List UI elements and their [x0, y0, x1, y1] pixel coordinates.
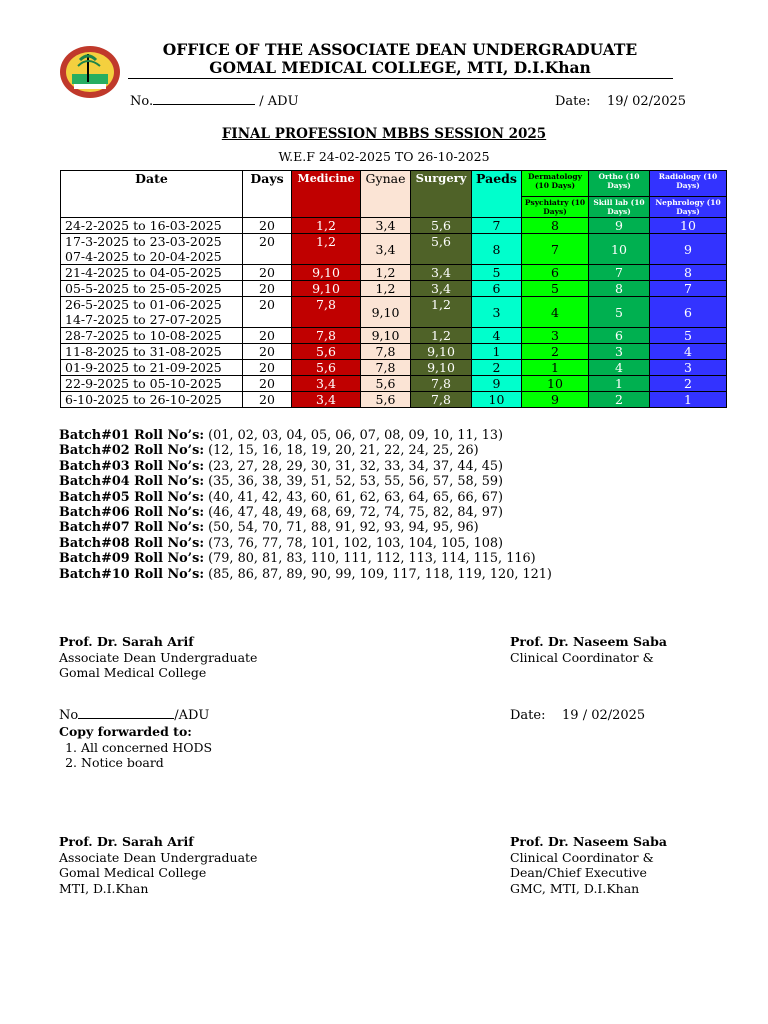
- gynae-batches: 5,6: [361, 392, 411, 408]
- copy-recipient: 1. All concerned HODS: [81, 740, 212, 756]
- rotation-days: 20: [243, 265, 292, 281]
- rotation-days: 20: [243, 392, 292, 408]
- header-paeds: Paeds: [472, 171, 522, 218]
- date-range: 26-5-2025 to 01-06-2025: [65, 297, 222, 312]
- paeds-batches: 8: [472, 234, 522, 265]
- batch-roll-numbers: (40, 41, 42, 43, 60, 61, 62, 63, 64, 65, 66, 67): [208, 489, 504, 505]
- rotation-days: 20: [243, 234, 292, 265]
- paeds-batches: 5: [472, 265, 522, 281]
- effective-dates: W.E.F 24-02-2025 TO 26-10-2025: [278, 149, 490, 164]
- dermatology-batch: 1: [522, 360, 589, 376]
- header-rule: [128, 78, 673, 79]
- radiology-batch: 9: [650, 234, 727, 265]
- rotation-days: 20: [243, 344, 292, 360]
- header-nephrology: Nephrology (10 Days): [650, 197, 727, 218]
- batch-label: Batch#03 Roll No’s:: [59, 458, 205, 474]
- gynae-batches: 9,10: [361, 297, 411, 328]
- signature-dean-2: [59, 834, 257, 896]
- batch-roll-numbers: (46, 47, 48, 49, 68, 69, 72, 74, 75, 82, 84, 97): [208, 505, 504, 521]
- ortho-batch: 9: [589, 218, 650, 234]
- medicine-batches: 5,6: [292, 344, 361, 360]
- notice-title: FINAL PROFESSION MBBS SESSION 2025: [221, 126, 547, 142]
- rotation-dates: 01-9-2025 to 21-09-2025: [61, 360, 243, 376]
- medicine-batches: 7,8: [292, 328, 361, 344]
- medicine-batches: 3,4: [292, 392, 361, 408]
- batch-line: [59, 567, 552, 582]
- medicine-batches: 7,8: [292, 297, 361, 328]
- radiology-batch: 2: [650, 376, 727, 392]
- ortho-batch: 8: [589, 281, 650, 297]
- header-gynae: Gynae: [361, 171, 411, 218]
- signatory-name: Prof. Dr. Sarah Arif: [59, 634, 194, 649]
- batch-roll-numbers: (23, 27, 28, 29, 30, 31, 32, 33, 34, 37, 44, 45): [208, 458, 504, 474]
- signature-coordinator-2: [510, 834, 667, 896]
- gynae-batches: 3,4: [361, 234, 411, 265]
- batch-label: Batch#05 Roll No’s:: [59, 489, 205, 505]
- schedule-row: [61, 344, 727, 360]
- batch-line: [59, 428, 552, 443]
- gynae-batches: 7,8: [361, 344, 411, 360]
- surgery-batches: 7,8: [411, 376, 472, 392]
- batch-label: Batch#06 Roll No’s:: [59, 505, 205, 521]
- ref-date-2: Date: 19 / 02/2025: [510, 708, 646, 723]
- dermatology-batch: 4: [522, 297, 589, 328]
- gynae-batches: 9,10: [361, 328, 411, 344]
- batch-label: Batch#01 Roll No’s:: [59, 428, 205, 443]
- batch-label: Batch#10 Roll No’s:: [59, 566, 205, 582]
- header-radiology: Radiology (10 Days): [650, 171, 727, 197]
- dermatology-batch: 6: [522, 265, 589, 281]
- signatory-name: Prof. Dr. Naseem Saba: [510, 634, 667, 649]
- date-range: 07-4-2025 to 20-04-2025: [65, 249, 222, 264]
- paeds-batches: 9: [472, 376, 522, 392]
- ortho-batch: 4: [589, 360, 650, 376]
- rotation-dates: 6-10-2025 to 26-10-2025: [61, 392, 243, 408]
- college-name: GOMAL MEDICAL COLLEGE, MTI, D.I.Khan: [209, 58, 591, 77]
- batch-roll-numbers: (01, 02, 03, 04, 05, 06, 07, 08, 09, 10, 11, 13): [208, 428, 504, 443]
- rotation-days: 20: [243, 281, 292, 297]
- schedule-row: [61, 265, 727, 281]
- header-surgery: Surgery: [411, 171, 472, 218]
- rotation-days: 20: [243, 297, 292, 328]
- dermatology-batch: 8: [522, 218, 589, 234]
- header-medicine: Medicine: [292, 171, 361, 218]
- rotation-dates: 21-4-2025 to 04-05-2025: [61, 265, 243, 281]
- surgery-batches: 1,2: [411, 297, 472, 328]
- signatory-name: Prof. Dr. Naseem Saba: [510, 834, 667, 849]
- batch-line: [59, 520, 552, 535]
- rotation-days: 20: [243, 360, 292, 376]
- batch-label: Batch#07 Roll No’s:: [59, 520, 205, 536]
- schedule-row: [61, 297, 727, 328]
- radiology-batch: 8: [650, 265, 727, 281]
- surgery-batches: 3,4: [411, 265, 472, 281]
- schedule-row: [61, 234, 727, 265]
- signatory-title: Clinical Coordinator &: [510, 649, 654, 665]
- ref-date: Date: 19/ 02/2025: [555, 94, 687, 109]
- batch-line: [59, 505, 552, 520]
- batch-roll-numbers: (79, 80, 81, 83, 110, 111, 112, 113, 114, 115, 116): [208, 551, 536, 567]
- ref-number-2: No /ADU: [59, 708, 210, 723]
- dermatology-batch: 9: [522, 392, 589, 408]
- ortho-batch: 1: [589, 376, 650, 392]
- ortho-batch: 7: [589, 265, 650, 281]
- batch-line: [59, 443, 552, 458]
- batch-roll-numbers: (85, 86, 87, 89, 90, 99, 109, 117, 118, 119, 120, 121): [208, 566, 552, 582]
- surgery-batches: 3,4: [411, 281, 472, 297]
- schedule-row: [61, 218, 727, 234]
- radiology-batch: 7: [650, 281, 727, 297]
- gynae-batches: 3,4: [361, 218, 411, 234]
- radiology-batch: 5: [650, 328, 727, 344]
- paeds-batches: 2: [472, 360, 522, 376]
- batch-line: [59, 490, 552, 505]
- dermatology-batch: 7: [522, 234, 589, 265]
- batch-line: [59, 551, 552, 566]
- rotation-dates: 11-8-2025 to 31-08-2025: [61, 344, 243, 360]
- signature-coordinator: [510, 634, 667, 665]
- ortho-batch: 2: [589, 392, 650, 408]
- batch-line: [59, 459, 552, 474]
- rotation-dates: [61, 297, 243, 328]
- ortho-batch: 3: [589, 344, 650, 360]
- radiology-batch: 3: [650, 360, 727, 376]
- batch-label: Batch#08 Roll No’s:: [59, 535, 205, 551]
- radiology-batch: 6: [650, 297, 727, 328]
- signatory-org: Gomal Medical College: [59, 665, 207, 680]
- batch-roll-numbers: (12, 15, 16, 18, 19, 20, 21, 22, 24, 25, 26): [208, 443, 479, 459]
- signatory-location: GMC, MTI, D.I.Khan: [510, 880, 640, 896]
- surgery-batches: 5,6: [411, 234, 472, 265]
- signature-dean: [59, 634, 257, 681]
- copy-recipient: 2. Notice board: [81, 755, 212, 771]
- batch-roll-list: [59, 428, 552, 582]
- signatory-org: Gomal Medical College: [59, 865, 207, 880]
- signatory-title: Clinical Coordinator &: [510, 849, 654, 865]
- date-range: 14-7-2025 to 27-07-2025: [65, 312, 222, 327]
- signatory-name: Prof. Dr. Sarah Arif: [59, 834, 194, 849]
- radiology-batch: 10: [650, 218, 727, 234]
- ortho-batch: 5: [589, 297, 650, 328]
- office-title: OFFICE OF THE ASSOCIATE DEAN UNDERGRADUATE: [162, 40, 638, 59]
- schedule-row: [61, 376, 727, 392]
- batch-line: [59, 474, 552, 489]
- header-ortho: Ortho (10 Days): [589, 171, 650, 197]
- gynae-batches: 1,2: [361, 265, 411, 281]
- surgery-batches: 5,6: [411, 218, 472, 234]
- medicine-batches: 1,2: [292, 234, 361, 265]
- batch-line: [59, 536, 552, 551]
- rotation-dates: 24-2-2025 to 16-03-2025: [61, 218, 243, 234]
- signatory-title: Associate Dean Undergraduate: [59, 649, 258, 665]
- schedule-row: [61, 360, 727, 376]
- schedule-row: [61, 392, 727, 408]
- batch-label: Batch#04 Roll No’s:: [59, 474, 205, 490]
- signatory-title-2: Dean/Chief Executive: [510, 865, 647, 880]
- medicine-batches: 5,6: [292, 360, 361, 376]
- dermatology-batch: 10: [522, 376, 589, 392]
- rotation-dates: 05-5-2025 to 25-05-2025: [61, 281, 243, 297]
- header-date: Date: [61, 171, 243, 218]
- medicine-batches: 9,10: [292, 265, 361, 281]
- copy-forwarded: [59, 724, 212, 771]
- gynae-batches: 1,2: [361, 281, 411, 297]
- rotation-days: 20: [243, 376, 292, 392]
- schedule-row: [61, 281, 727, 297]
- signatory-location: MTI, D.I.Khan: [59, 880, 149, 896]
- medicine-batches: 9,10: [292, 281, 361, 297]
- copy-heading: Copy forwarded to:: [59, 724, 192, 739]
- dermatology-batch: 5: [522, 281, 589, 297]
- batch-roll-numbers: (35, 36, 38, 39, 51, 52, 53, 55, 56, 57, 58, 59): [208, 474, 504, 490]
- batch-roll-numbers: (73, 76, 77, 78, 101, 102, 103, 104, 105, 108): [208, 535, 504, 551]
- gynae-batches: 7,8: [361, 360, 411, 376]
- paeds-batches: 6: [472, 281, 522, 297]
- dermatology-batch: 2: [522, 344, 589, 360]
- medicine-batches: 1,2: [292, 218, 361, 234]
- surgery-batches: 9,10: [411, 360, 472, 376]
- rotation-dates: [61, 234, 243, 265]
- paeds-batches: 1: [472, 344, 522, 360]
- paeds-batches: 10: [472, 392, 522, 408]
- paeds-batches: 4: [472, 328, 522, 344]
- rotation-days: 20: [243, 218, 292, 234]
- batch-label: Batch#02 Roll No’s:: [59, 443, 205, 459]
- ortho-batch: 10: [589, 234, 650, 265]
- header-skill-lab: Skill lab (10 Days): [589, 197, 650, 218]
- rotation-days: 20: [243, 328, 292, 344]
- date-range: 17-3-2025 to 23-03-2025: [65, 234, 222, 249]
- college-logo: [58, 40, 122, 100]
- batch-label: Batch#09 Roll No’s:: [59, 551, 205, 567]
- ortho-batch: 6: [589, 328, 650, 344]
- gynae-batches: 5,6: [361, 376, 411, 392]
- rotation-dates: 28-7-2025 to 10-08-2025: [61, 328, 243, 344]
- radiology-batch: 4: [650, 344, 727, 360]
- medicine-batches: 3,4: [292, 376, 361, 392]
- header-days: Days: [243, 171, 292, 218]
- schedule-row: [61, 328, 727, 344]
- paeds-batches: 7: [472, 218, 522, 234]
- header-dermatology: Dermatology (10 Days): [522, 171, 589, 197]
- surgery-batches: 1,2: [411, 328, 472, 344]
- header-psychiatry: Psychiatry (10 Days): [522, 197, 589, 218]
- dermatology-batch: 3: [522, 328, 589, 344]
- surgery-batches: 7,8: [411, 392, 472, 408]
- rotation-dates: 22-9-2025 to 05-10-2025: [61, 376, 243, 392]
- ref-number: No. / ADU: [130, 94, 299, 109]
- rotation-schedule-table: [60, 170, 727, 408]
- signatory-title: Associate Dean Undergraduate: [59, 849, 258, 865]
- batch-roll-numbers: (50, 54, 70, 71, 88, 91, 92, 93, 94, 95, 96): [208, 520, 479, 536]
- paeds-batches: 3: [472, 297, 522, 328]
- surgery-batches: 9,10: [411, 344, 472, 360]
- radiology-batch: 1: [650, 392, 727, 408]
